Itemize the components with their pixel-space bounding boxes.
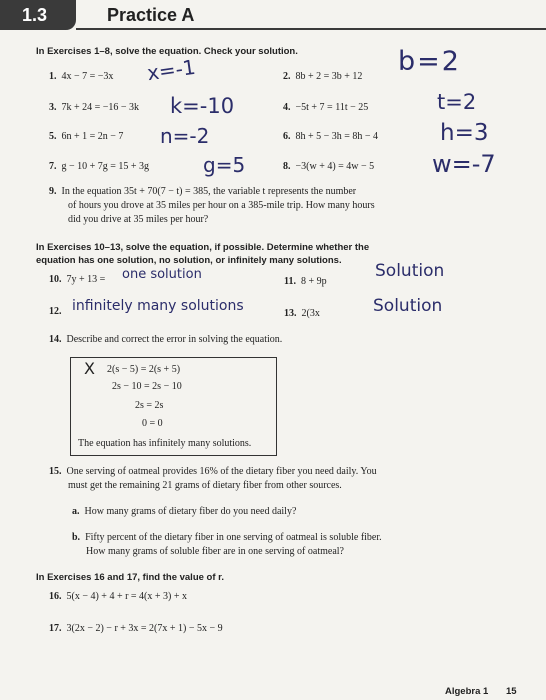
handwritten-answer-13: Solution [373, 296, 443, 316]
problem-6: 6. 8h + 5 − 3h = 8h − 4 [283, 131, 379, 142]
problem-10: 10. 7y + 13 = [49, 274, 106, 285]
error-x-mark: X [84, 359, 95, 378]
instructions-10-13-line-1: In Exercises 10–13, solve the equation, if possible. Determine whether the [36, 242, 370, 253]
problem-13: 13. 2(3x [284, 308, 320, 319]
problem-15b: b. Fifty percent of the dietary fiber in one serving of oatmeal is soluble fiber. [72, 532, 382, 543]
instructions-16-17: In Exercises 16 and 17, find the value of r. [36, 572, 224, 583]
problem-9-line-3: did you drive at 35 miles per hour? [68, 214, 209, 225]
handwritten-answer-12: infinitely many solutions [72, 298, 244, 314]
problem-11: 11. 8 + 9p [284, 276, 327, 287]
instructions-1-8: In Exercises 1–8, solve the equation. Check your solution. [36, 46, 298, 57]
handwritten-answer-1: x=-1 [145, 54, 197, 86]
problem-15: 15. One serving of oatmeal provides 16% of the dietary fiber you need daily. You [49, 466, 377, 477]
handwritten-answer-2: b=2 [398, 46, 461, 77]
problem-12: 12. [49, 306, 62, 317]
work-line-2: 2s − 10 = 2s − 10 [112, 381, 182, 392]
footer-page-number: 15 [506, 686, 517, 697]
work-line-4: 0 = 0 [142, 418, 163, 429]
problem-15a: a. How many grams of dietary fiber do you need daily? [72, 506, 297, 517]
instructions-10-13-line-2: equation has one solution, no solution, or infinitely many solutions. [36, 255, 342, 266]
footer-book: Algebra 1 [445, 686, 489, 697]
handwritten-answer-10: one solution [122, 267, 202, 282]
handwritten-answer-4: t=2 [437, 90, 477, 114]
problem-17: 17. 3(2x − 2) − r + 3x = 2(7x + 1) − 5x − 9 [49, 623, 223, 634]
problem-3: 3. 7k + 24 = −16 − 3k [49, 102, 140, 113]
work-line-1: 2(s − 5) = 2(s + 5) [107, 364, 181, 375]
problem-1: 1. 4x − 7 = −3x [49, 71, 114, 82]
handwritten-answer-5: n=-2 [160, 124, 210, 148]
problem-7: 7. g − 10 + 7g = 15 + 3g [49, 161, 150, 172]
work-line-3: 2s = 2s [135, 400, 164, 411]
problem-8: 8. −3(w + 4) = 4w − 5 [283, 161, 375, 172]
section-number: 1.3 [22, 5, 48, 25]
work-conclusion: The equation has infinitely many solutions. [78, 438, 252, 449]
handwritten-answer-7: g=5 [203, 153, 246, 177]
handwritten-answer-11: Solution [375, 261, 445, 281]
problem-14: 14. Describe and correct the error in solving the equation. [49, 334, 283, 345]
problem-9: 9. In the equation 35t + 70(7 − t) = 385, the variable t represents the number [49, 186, 357, 197]
handwritten-answer-6: h=3 [440, 120, 489, 146]
page-title: Practice A [107, 5, 195, 25]
problem-2: 2. 8b + 2 = 3b + 12 [283, 71, 363, 82]
problem-4: 4. −5t + 7 = 11t − 25 [283, 102, 369, 113]
header-rule [76, 28, 546, 30]
problem-5: 5. 6n + 1 = 2n − 7 [49, 131, 124, 142]
problem-16: 16. 5(x − 4) + 4 + r = 4(x + 3) + x [49, 591, 187, 602]
handwritten-answer-3: k=-10 [170, 94, 235, 118]
handwritten-answer-8: w=-7 [432, 150, 496, 178]
problem-15-line-2: must get the remaining 21 grams of dietary fiber from other sources. [68, 480, 342, 491]
problem-15b-line-2: How many grams of soluble fiber are in one serving of oatmeal? [86, 546, 344, 557]
problem-9-line-2: of hours you drove at 35 miles per hour on a 385-mile trip. How many hours [68, 200, 375, 211]
